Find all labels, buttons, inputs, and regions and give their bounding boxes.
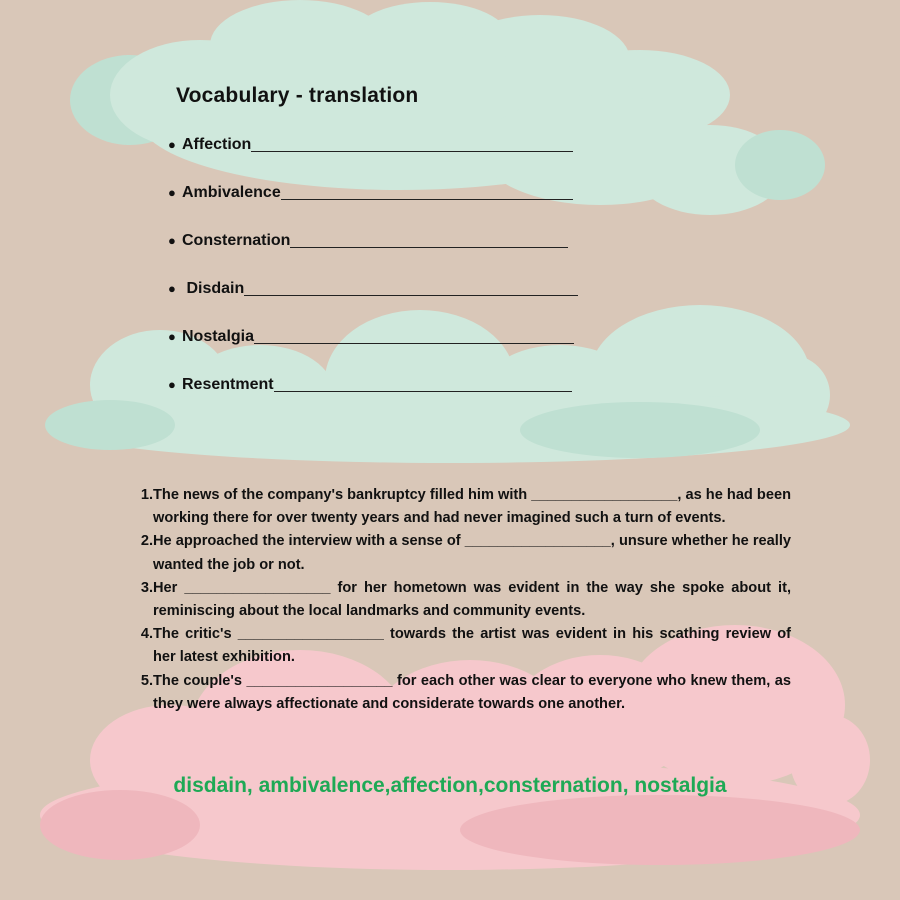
bullet-icon: ● (168, 137, 176, 152)
bullet-icon: ● (168, 185, 176, 200)
vocabulary-item (168, 230, 578, 278)
sentence-item (133, 577, 791, 623)
sentence-number: 3. (140, 579, 153, 596)
answer-line[interactable] (290, 230, 568, 248)
sentence-number: 4. (140, 626, 153, 643)
sentence-text: Her __________________ for her hometown was evident in the way she spoke about it, reminiscing about the local landmarks and community events. (153, 579, 791, 620)
sentence-text: The couple's __________________ for each other was clear to everyone who knew them, as they were always affectionate and considerate towards one another. (153, 672, 791, 712)
sentence-item (133, 530, 791, 576)
vocabulary-word: Affection (182, 136, 252, 153)
page-title: Vocabulary - translation (176, 84, 419, 107)
answer-line[interactable] (254, 326, 574, 344)
answer-line[interactable] (251, 134, 573, 152)
vocabulary-word: Resentment (182, 376, 274, 393)
sentence-item (133, 670, 791, 716)
answer-line[interactable] (244, 278, 578, 296)
vocabulary-word: Consternation (182, 232, 291, 249)
vocabulary-word: Ambivalence (182, 184, 281, 201)
answer-line[interactable] (281, 182, 573, 200)
sentence-number: 5. (140, 672, 153, 689)
sentence-text: He approached the interview with a sense of __________________, unsure whether he really wanted the job or not. (153, 533, 791, 573)
vocabulary-item (168, 374, 578, 422)
vocabulary-item (168, 182, 578, 230)
sentence-number: 2. (140, 533, 153, 550)
sentence-number: 1. (140, 487, 153, 503)
vocabulary-word: Nostalgia (182, 328, 255, 345)
bullet-icon: ● (168, 233, 176, 248)
vocabulary-item (168, 134, 578, 182)
bullet-icon: ● (168, 281, 176, 296)
sentence-item (133, 623, 791, 669)
vocabulary-list (168, 134, 578, 422)
vocabulary-item (168, 278, 578, 326)
sentence-text: The news of the company's bankruptcy filled him with __________________, as he had been working there for over twenty years and had never imagined such a turn of events. (153, 487, 791, 527)
sentence-text: The critic's __________________ towards the artist was evident in his scathing review of her latest exhibition. (153, 626, 791, 666)
exercise-sentences (133, 484, 791, 716)
vocabulary-item (168, 326, 578, 374)
bullet-icon: ● (168, 329, 176, 344)
vocabulary-word: Disdain (182, 280, 245, 297)
answer-line[interactable] (274, 374, 572, 392)
answer-key: disdain, ambivalence,affection,consternation, nostalgia (173, 774, 727, 797)
bullet-icon: ● (168, 377, 176, 392)
sentence-item (133, 484, 791, 530)
